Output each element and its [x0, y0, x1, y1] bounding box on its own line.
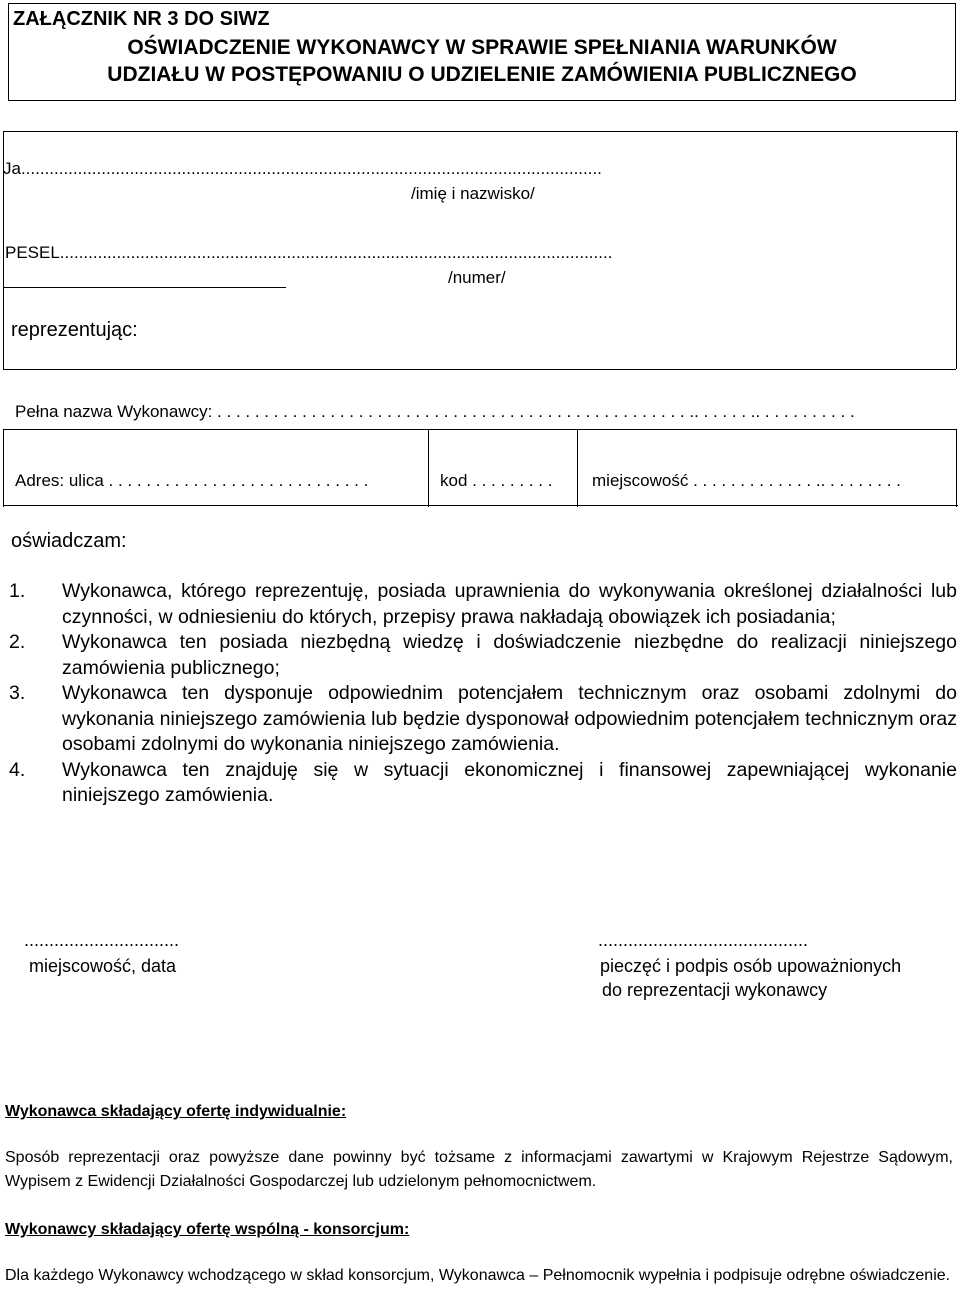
grid-divider — [577, 429, 578, 507]
grid-divider — [3, 429, 4, 507]
name-field[interactable]: Ja........................................................................................................................... — [3, 159, 602, 178]
declaration-item — [9, 758, 957, 809]
annex-label: ZAŁĄCZNIK NR 3 DO SIWZ — [13, 8, 270, 30]
name-caption: /imię i nazwisko/ — [411, 184, 535, 203]
place-date-caption: miejscowość, data — [29, 956, 177, 976]
consortium-offer-text: Dla każdego Wykonawcy wchodzącego w skład konsorcjum, Wykonawca – Pełnomocnik wypełnia i podpisuje odrębne oświadczenie. — [5, 1267, 951, 1284]
declaration-text: Wykonawca ten znajduję się w sytuacji ekonomicznej i finansowej zapewniającej wykonanie niniejszego zamówienia. — [62, 758, 957, 806]
declaration-number: 1. — [9, 580, 26, 602]
declarations-list — [9, 579, 957, 809]
city-field[interactable]: miejscowość . . . . . . . . . . . . . .. . . . . . . . . — [592, 471, 901, 490]
title-line-1: OŚWIADCZENIE WYKONAWCY W SPRAWIE SPEŁNIANIA WARUNKÓW — [127, 36, 837, 59]
signature-caption-line-2: do reprezentacji wykonawcy — [602, 980, 828, 1000]
grid-divider — [428, 429, 429, 507]
grid-divider — [3, 369, 956, 370]
individual-offer-heading: Wykonawca składający ofertę indywidualnie: — [5, 1103, 347, 1120]
grid-divider — [3, 429, 956, 430]
pesel-field[interactable]: PESEL..................................................................................................................... — [5, 243, 613, 262]
individual-offer-text: Sposób reprezentacji oraz powyższe dane powinny być tożsame z informacjami zawartymi w Krajowym Rejestrze Sądowym, Wypisem z Ewidencji Działalności Gospodarczej lub udzielonym pełnomocnictwem. — [5, 1149, 953, 1190]
postal-code-field[interactable]: kod . . . . . . . . . — [440, 471, 553, 490]
signature-caption-line-1: pieczęć i podpis osób upoważnionych — [600, 956, 902, 976]
declaration-number: 3. — [9, 682, 26, 704]
pesel-caption: /numer/ — [448, 268, 506, 287]
declaration-item — [9, 630, 957, 681]
header-box — [8, 3, 956, 101]
declaration-item — [9, 579, 957, 630]
declaration-number: 4. — [9, 758, 26, 781]
document-title — [9, 34, 955, 88]
grid-divider — [956, 132, 957, 369]
declaration-text: Wykonawca, którego reprezentuję, posiada uprawnienia do wykonywania określonej działalności lub czynności, w odniesieniu do których, przepisy prawa nakładają obowiązek ich posiadania; — [62, 580, 957, 628]
address-street-field[interactable]: Adres: ulica . . . . . . . . . . . . . . . . . . . . . . . . . . . . — [15, 471, 369, 490]
contractor-full-name-field[interactable]: Pełna nazwa Wykonawcy: . . . . . . . . . . . . . . . . . . . . . . . . . . . . . . . . . . . . . . . . . . . . . . . . . . .. . . . . . .. . . . . . . . . . . — [15, 402, 855, 421]
consortium-offer-heading: Wykonawcy składający ofertę wspólną - konsorcjum: — [5, 1221, 410, 1238]
representing-label: reprezentując: — [11, 319, 138, 341]
grid-divider — [3, 287, 286, 288]
declaration-item — [9, 681, 957, 758]
declaration-text: Wykonawca ten posiada niezbędną wiedzę i doświadczenie niezbędne do realizacji niniejszego zamówienia publicznego; — [62, 631, 957, 679]
declaration-text: Wykonawca ten dysponuje odpowiednim potencjałem technicznym oraz osobami zdolnymi do wykonania niniejszego zamówienia lub będzie dysponował odpowiednim potencjałem technicznym oraz osobami zdolnymi do wykonania niniejszego zamówienia. — [62, 682, 957, 755]
place-date-dots[interactable]: ............................... — [24, 930, 180, 950]
grid-divider — [956, 429, 957, 507]
title-line-2: UDZIAŁU W POSTĘPOWANIU O UDZIELENIE ZAMÓWIENIA PUBLICZNEGO — [107, 63, 857, 86]
signature-dots[interactable]: .......................................... — [598, 930, 809, 950]
declare-label: oświadczam: — [11, 530, 127, 552]
declaration-number: 2. — [9, 631, 26, 653]
